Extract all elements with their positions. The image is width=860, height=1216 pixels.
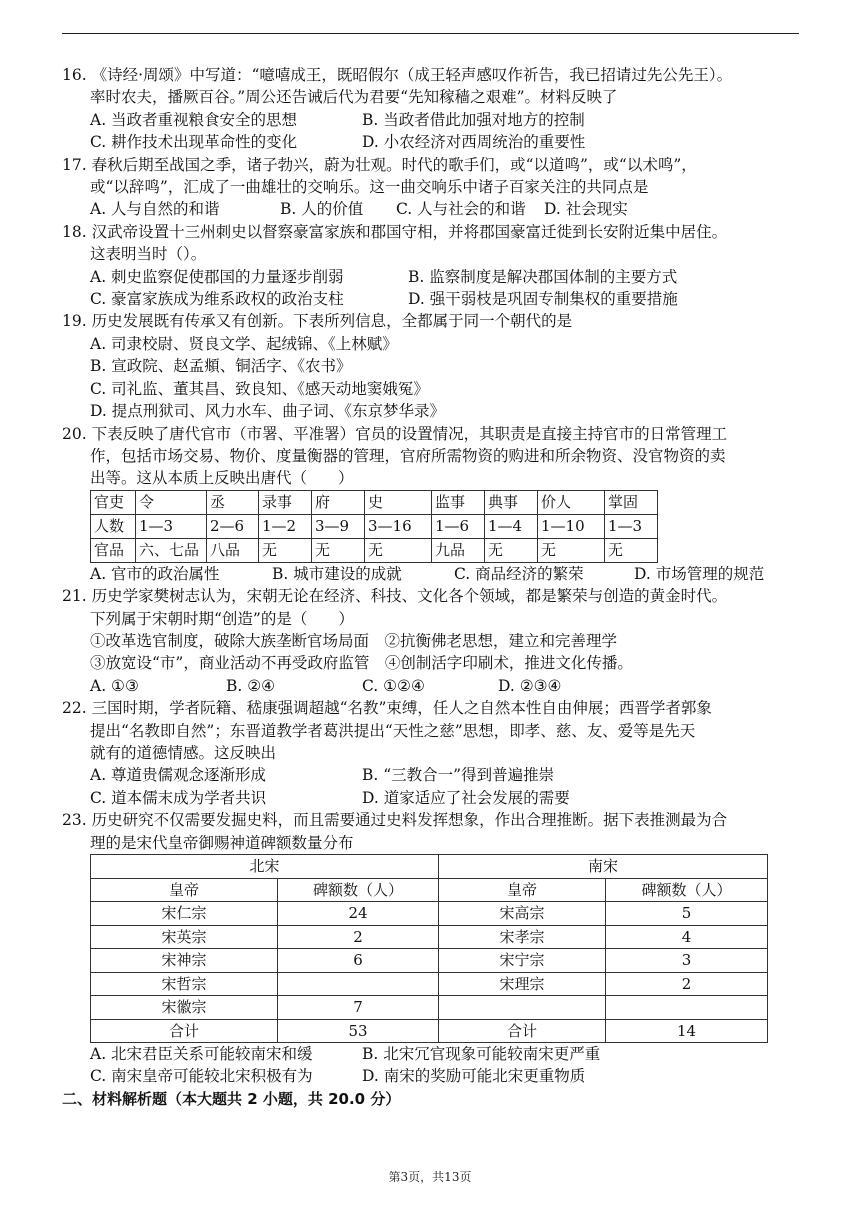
stele-table xyxy=(90,854,768,1043)
question-18 xyxy=(62,221,802,311)
table-cell: 1—3 xyxy=(136,514,207,538)
stem-line: 20. 下表反映了唐代官市（市署、平准署）官员的设置情况，其职责是直接主持官市的日常管理工 xyxy=(62,424,728,443)
option-c[interactable]: C. 耕作技术出现革命性的变化 xyxy=(90,133,298,152)
table-cell: 宋神宗 xyxy=(91,949,278,973)
table-cell xyxy=(606,996,768,1020)
table-cell: 53 xyxy=(278,1019,439,1043)
option-b[interactable]: B. “三教合一”得到普遍推崇 xyxy=(362,766,555,785)
option-a[interactable]: A. 人与自然的和谐 xyxy=(90,200,220,219)
option-b[interactable]: B. 北宋冗官现象可能较南宋更严重 xyxy=(362,1045,601,1063)
option-a[interactable]: A. 北宋君臣关系可能较南宋和缓 xyxy=(90,1045,313,1063)
statement-line: ①改革选官制度，破除大族垄断官场局面 ②抗衡佛老思想，建立和完善理学 xyxy=(90,631,618,650)
options-row xyxy=(62,198,802,220)
table-cell xyxy=(439,996,606,1020)
option-a[interactable]: A. ①③ xyxy=(90,676,139,695)
table-cell: 监事 xyxy=(432,490,485,514)
table-cell: 7 xyxy=(278,996,439,1020)
table-cell: 1—3 xyxy=(605,514,658,538)
option-d[interactable]: D. 市场管理的规范 xyxy=(634,564,765,583)
stem-line: 就有的道德情感。这反映出 xyxy=(90,743,277,762)
option-b[interactable]: B. 监察制度是解决郡国体制的主要方式 xyxy=(408,267,678,286)
table-cell: 4 xyxy=(606,925,768,949)
table-cell: 官吏 xyxy=(91,490,136,514)
table-cell: 无 xyxy=(538,538,605,562)
exam-page-content xyxy=(62,64,802,1110)
question-21 xyxy=(62,585,802,697)
table-row xyxy=(91,514,658,538)
table-cell: 史 xyxy=(365,490,432,514)
stem-line: 21. 历史学家樊树志认为，宋朝无论在经济、科技、文化各个领域，都是繁荣与创造的黄金时代。 xyxy=(62,587,728,606)
question-19 xyxy=(62,310,802,422)
table-cell: 宋英宗 xyxy=(91,925,278,949)
stem-line: 率时农夫，播厥百谷。”周公还告诫后代为君要“先知稼穑之艰难”。材料反映了 xyxy=(90,88,618,107)
question-stem xyxy=(62,154,802,199)
stem-line: 16. 《诗经·周颂》中写道：“噫嘻成王，既昭假尔（成王轻声感叹作祈告，我已招请过先公先王）。 xyxy=(62,66,733,84)
option-c[interactable]: C. 人与社会的和谐 xyxy=(396,200,526,219)
table-cell: 3—9 xyxy=(312,514,365,538)
question-17 xyxy=(62,154,802,221)
option-d[interactable]: D. 道家适应了社会发展的需要 xyxy=(362,788,570,807)
table-cell: 六、七品 xyxy=(136,538,207,562)
table-cell: 宋高宗 xyxy=(439,902,606,926)
option-d[interactable]: D. 南宋的奖励可能北宋更重物质 xyxy=(362,1067,586,1086)
stem-line: 或“以辞鸣”，汇成了一曲雄壮的交响乐。这一曲交响乐中诸子百家关注的共同点是 xyxy=(90,178,649,197)
table-cell: 宋理宗 xyxy=(439,972,606,996)
group-header-south-song: 南宋 xyxy=(439,855,768,879)
table-cell: 24 xyxy=(278,902,439,926)
option-a[interactable]: A. 司隶校尉、贤良文学、起绒锦、《上林赋》 xyxy=(90,334,398,353)
table-cell: 合计 xyxy=(439,1019,606,1043)
table-row xyxy=(91,490,658,514)
table-cell: 宋仁宗 xyxy=(91,902,278,926)
options-row xyxy=(62,1065,802,1087)
option-b[interactable]: B. 人的价值 xyxy=(280,200,364,219)
table-cell: 令 xyxy=(136,490,207,514)
table-cell: 3—16 xyxy=(365,514,432,538)
table-cell: 无 xyxy=(259,538,312,562)
question-stem xyxy=(62,809,802,854)
table-row xyxy=(91,538,658,562)
options-row xyxy=(62,787,802,809)
option-b[interactable]: B. ②④ xyxy=(226,676,276,695)
options-row xyxy=(62,764,802,786)
question-22 xyxy=(62,697,802,809)
table-cell: 丞 xyxy=(207,490,259,514)
option-c[interactable]: C. 商品经济的繁荣 xyxy=(454,564,584,583)
options-row xyxy=(62,266,802,288)
question-stem xyxy=(62,64,802,109)
table-cell: 14 xyxy=(606,1019,768,1043)
stem-line: 作，包括市场交易、物价、度量衡器的管理，官府所需物资的购进和所余物资、没官物资的卖 xyxy=(90,446,726,465)
question-stem xyxy=(62,585,802,630)
table-row xyxy=(91,1019,768,1043)
option-d[interactable]: D. 社会现实 xyxy=(544,200,628,219)
table-cell: 3 xyxy=(606,949,768,973)
stem-line: 22. 三国时期，学者阮籍、嵇康强调超越“名教”束缚，任人之自然本性自由伸展；西晋学者郭象 xyxy=(62,699,712,718)
table-cell: 2—6 xyxy=(207,514,259,538)
question-16 xyxy=(62,64,802,154)
table-row xyxy=(91,925,768,949)
table-header-row xyxy=(91,878,768,902)
option-a[interactable]: A. 当政者重视粮食安全的思想 xyxy=(90,110,298,129)
stem-line: 出等。这从本质上反映出唐代（ ） xyxy=(90,469,354,488)
table-row xyxy=(91,949,768,973)
stem-line: 19. 历史发展既有传承又有创新。下表所列信息，全都属于同一个朝代的是 xyxy=(62,312,573,331)
table-cell xyxy=(278,972,439,996)
option-d[interactable]: D. 强干弱枝是巩固专制集权的重要措施 xyxy=(408,290,678,309)
table-cell: 6 xyxy=(278,949,439,973)
stem-line: 23. 历史研究不仅需要发掘史料，而且需要通过史料发挥想象，作出合理推断。据下表推测最为合 xyxy=(62,811,728,830)
table-row xyxy=(91,902,768,926)
question-stem xyxy=(62,423,802,490)
table-cell: 宋哲宗 xyxy=(91,972,278,996)
table-row xyxy=(91,972,768,996)
stem-line: 18. 汉武帝设置十三州刺史以督察豪富家族和郡国守相，并将郡国豪富迁徙到长安附近集中居住。 xyxy=(62,222,728,241)
option-c[interactable]: C. 南宋皇帝可能较北宋积极有为 xyxy=(90,1067,313,1086)
question-stem xyxy=(62,221,802,266)
column-header: 碑额数（人） xyxy=(278,878,439,902)
option-b[interactable]: B. 城市建设的成就 xyxy=(272,564,402,583)
table-cell: 无 xyxy=(312,538,365,562)
option-d[interactable]: D. 小农经济对西周统治的重要性 xyxy=(362,133,586,152)
question-20 xyxy=(62,423,802,586)
table-cell: 2 xyxy=(606,972,768,996)
options-row xyxy=(62,1043,802,1065)
table-cell: 1—6 xyxy=(432,514,485,538)
table-cell: 2 xyxy=(278,925,439,949)
option-a[interactable]: A. 刺史监察促使郡国的力量逐步削弱 xyxy=(90,267,344,286)
table-cell: 无 xyxy=(365,538,432,562)
options-row xyxy=(62,563,802,585)
option-c[interactable]: C. 道本儒末成为学者共识 xyxy=(90,788,267,807)
table-cell: 八品 xyxy=(207,538,259,562)
table-cell: 1—2 xyxy=(259,514,312,538)
option-a[interactable]: A. 官市的政治属性 xyxy=(90,564,220,583)
statement-line: ③放宽设“市”，商业活动不再受政府监管 ④创制活字印刷术，推进文化传播。 xyxy=(90,654,633,673)
options-row xyxy=(62,675,802,697)
options-row xyxy=(62,288,802,310)
table-cell: 宋宁宗 xyxy=(439,949,606,973)
table-cell: 录事 xyxy=(259,490,312,514)
option-c[interactable]: C. 司礼监、董其昌、致良知、《感天动地窦娥冤》 xyxy=(90,379,429,398)
option-b[interactable]: B. 宣政院、赵孟頫、铜活字、《农书》 xyxy=(90,357,352,376)
table-cell: 典事 xyxy=(485,490,538,514)
page-number: 第3页，共13页 xyxy=(388,1170,472,1184)
table-cell: 价人 xyxy=(538,490,605,514)
header-rule xyxy=(62,33,799,34)
stem-line: 下列属于宋朝时期“创造”的是（ ） xyxy=(90,609,354,628)
table-cell: 府 xyxy=(312,490,365,514)
option-d[interactable]: D. 提点刑狱司、风力水车、曲子词、《东京梦华录》 xyxy=(90,402,445,421)
options-row xyxy=(62,131,802,153)
column-header: 碑额数（人） xyxy=(606,878,768,902)
table-group-header-row xyxy=(91,855,768,879)
table-cell: 宋孝宗 xyxy=(439,925,606,949)
table-cell: 宋徽宗 xyxy=(91,996,278,1020)
option-c[interactable]: C. 豪富家族成为维系政权的政治支柱 xyxy=(90,290,344,309)
question-stem xyxy=(62,697,802,764)
table-cell: 人数 xyxy=(91,514,136,538)
table-cell: 1—4 xyxy=(485,514,538,538)
stem-line: 提出“名教即自然”；东晋道教学者葛洪提出“天性之慈”思想，即孝、慈、友、爱等是先天 xyxy=(90,721,696,740)
stem-line: 理的是宋代皇帝御赐神道碑额数量分布 xyxy=(90,833,354,852)
options-row xyxy=(62,109,802,131)
section-heading: 二、材料解析题（本大题共 2 小题，共 20.0 分） xyxy=(62,1089,401,1108)
table-cell: 无 xyxy=(605,538,658,562)
table-cell: 合计 xyxy=(91,1019,278,1043)
column-header: 皇帝 xyxy=(439,878,606,902)
option-d[interactable]: D. ②③④ xyxy=(498,676,562,695)
group-header-north-song: 北宋 xyxy=(91,855,439,879)
table-row xyxy=(91,996,768,1020)
column-header: 皇帝 xyxy=(91,878,278,902)
option-c[interactable]: C. ①②④ xyxy=(362,676,425,695)
stem-line: 这表明当时（）。 xyxy=(90,245,207,264)
table-cell: 九品 xyxy=(432,538,485,562)
option-b[interactable]: B. 当政者借此加强对地方的控制 xyxy=(362,110,585,129)
stem-line: 17. 春秋后期至战国之季，诸子勃兴，蔚为壮观。时代的歌手们，或“以道鸣”，或“以术鸣”， xyxy=(62,155,697,174)
table-cell: 1—10 xyxy=(538,514,605,538)
officials-table xyxy=(90,490,658,563)
option-a[interactable]: A. 尊道贵儒观念逐渐形成 xyxy=(90,766,267,785)
question-23 xyxy=(62,809,802,1088)
table-cell: 5 xyxy=(606,902,768,926)
table-cell: 官品 xyxy=(91,538,136,562)
question-stem xyxy=(62,310,802,332)
table-cell: 掌固 xyxy=(605,490,658,514)
table-cell: 无 xyxy=(485,538,538,562)
